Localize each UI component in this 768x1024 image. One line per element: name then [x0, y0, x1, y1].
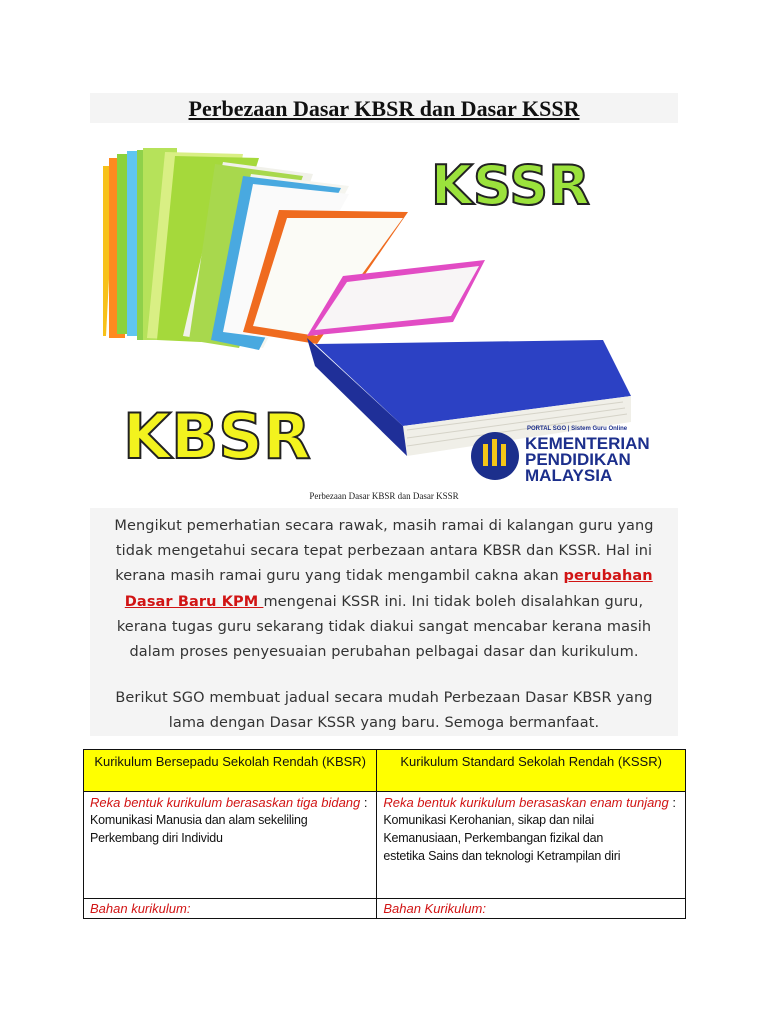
ministry-line-2: PENDIDIKAN	[525, 450, 631, 469]
kssr-materials-cell: Bahan Kurikulum:	[377, 899, 686, 919]
header-kbsr: Kurikulum Bersepadu Sekolah Rendah (KBSR)	[84, 750, 377, 792]
table-row	[84, 899, 686, 919]
kbsr-design-label-text: Reka bentuk kurikulum berasaskan tiga bidang	[90, 795, 361, 810]
ministry-line-1: KEMENTERIAN	[525, 434, 650, 453]
kssr-design-label-colon: :	[668, 795, 677, 810]
kbsr-design-line-1: Komunikasi Manusia dan alam sekeliling	[90, 813, 308, 827]
kbsr-materials-cell: Bahan kurikulum:	[84, 899, 377, 919]
intro-text-after: mengenai KSSR ini. Ini tidak boleh disalahkan guru, kerana tugas guru sekarang tidak diakui sangat mencabar kerana masih dalam proses penyesuaian perubahan pelbagai dasar dan kurikulum.	[116, 593, 652, 661]
kbsr-design-cell	[84, 792, 377, 899]
comparison-table	[83, 749, 686, 919]
table-header-row	[84, 750, 686, 792]
kbsr-logo-text: KBSR	[123, 400, 311, 473]
table-row	[84, 792, 686, 899]
image-caption: Perbezaan Dasar KBSR dan Dasar KSSR	[309, 491, 459, 501]
header-kssr: Kurikulum Standard Sekolah Rendah (KSSR)	[377, 750, 686, 792]
kssr-design-label-text: Reka bentuk kurikulum berasaskan enam tunjang	[383, 795, 669, 810]
kssr-design-line-2: Kemanusiaan, Perkembangan fizikal dan	[383, 831, 604, 845]
perubahan-dasar-link[interactable]: perubahan Dasar Baru KPM	[124, 568, 653, 610]
kbsr-design-label-colon: :	[360, 795, 368, 810]
kbsr-design-line-2: Perkembang diri Individu	[90, 831, 223, 845]
hero-image	[103, 126, 664, 486]
page-title: Perbezaan Dasar KBSR dan Dasar KSSR	[188, 96, 580, 121]
kssr-design-cell	[377, 792, 686, 899]
ministry-line-3: MALAYSIA	[525, 466, 613, 485]
intro-paragraph	[98, 514, 670, 665]
intro-section	[90, 508, 678, 736]
intro-text-before: Mengikut pemerhatian secara rawak, masih ramai di kalangan guru yang tidak mengetahui secara tepat perbezaan antara KBSR dan KSSR. Hal ini kerana masih ramai guru yang tidak mengambil cakna akan	[114, 518, 654, 585]
kssr-design-line-3: estetika Sains dan teknologi Ketrampilan diri	[383, 849, 621, 863]
kbsr-design-label	[90, 794, 370, 811]
kssr-logo-text: KSSR	[431, 154, 590, 217]
kssr-design-line-1: Komunikasi Kerohanian, sikap dan nilai	[383, 813, 594, 827]
ministry-portal-text: PORTAL SGO | Sistem Guru Online	[527, 426, 628, 432]
intro-paragraph-2: Berikut SGO membuat jadual secara mudah Perbezaan Dasar KBSR yang lama dengan Dasar KSSR yang baru. Semoga bermanfaat.	[115, 690, 653, 732]
title-band	[90, 93, 678, 123]
kssr-design-label	[383, 794, 679, 811]
